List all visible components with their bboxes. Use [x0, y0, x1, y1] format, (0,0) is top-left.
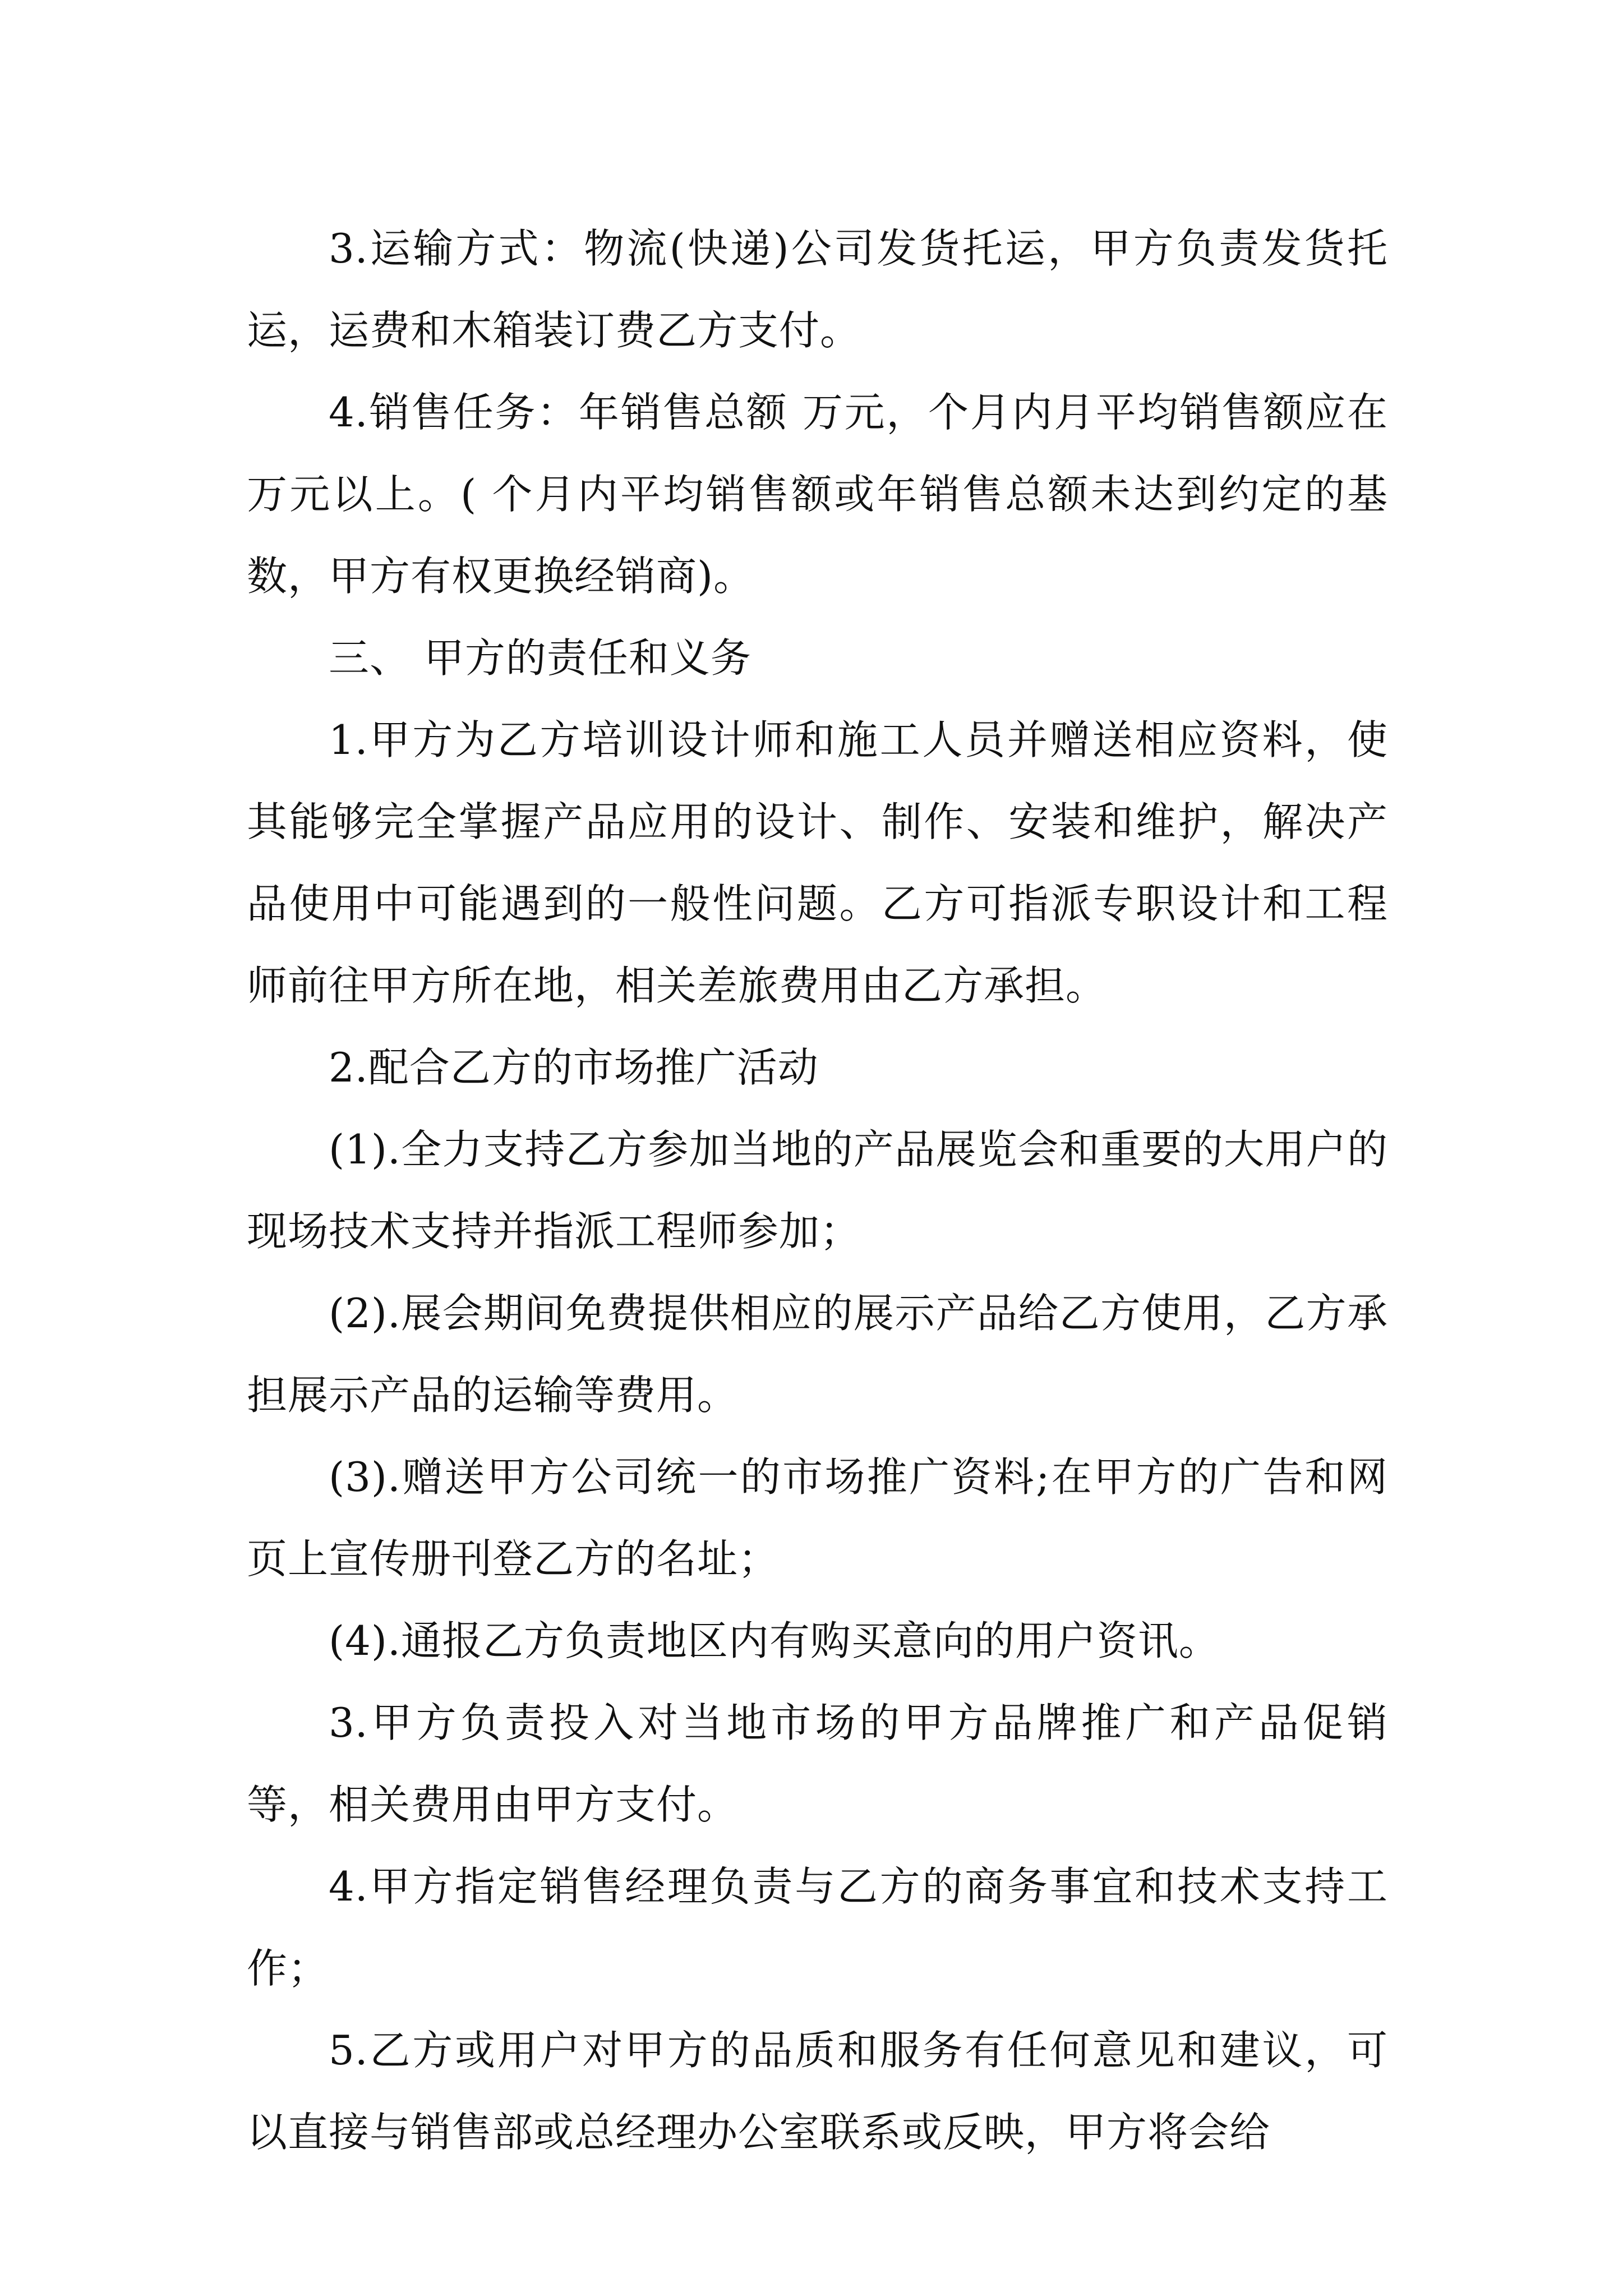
paragraph-transport-method: 3.运输方式：物流(快递)公司发货托运，甲方负责发货托运，运费和木箱装订费乙方支付。 — [247, 225, 1388, 354]
paragraph-brand-promotion: 3.甲方负责投入对当地市场的甲方品牌推广和产品促销等，相关费用由甲方支付。 — [247, 1699, 1388, 1828]
paragraph-training: 1.甲方为乙方培训设计师和施工人员并赠送相应资料，使其能够完全掌握产品应用的设计、制作、安装和维护，解决产品使用中可能遇到的一般性问题。乙方可指派专职设计和工程师前往甲方所在地，相关差旅费用由乙方承担。 — [247, 716, 1388, 1009]
document-body — [247, 208, 1388, 2173]
paragraph-customer-info: (4).通报乙方负责地区内有购买意向的用户资讯。 — [329, 1617, 1220, 1664]
paragraph-feedback: 5.乙方或用户对甲方的品质和服务有任何意见和建议，可以直接与销售部或总经理办公室联系或反映，甲方将会给 — [247, 2027, 1388, 2156]
section-heading-party-a-duties: 三、 甲方的责任和义务 — [329, 634, 751, 682]
paragraph-exhibition-products: (2).展会期间免费提供相应的展示产品给乙方使用，乙方承担展示产品的运输等费用。 — [247, 1290, 1388, 1419]
paragraph-sales-task: 4.销售任务：年销售总额 万元，个月内月平均销售额应在 万元以上。( 个月内平均销售额或年销售总额未达到约定的基数，甲方有权更换经销商)。 — [247, 389, 1388, 600]
paragraph-promotion-materials: (3).赠送甲方公司统一的市场推广资料;在甲方的广告和网页上宣传册刊登乙方的名址； — [247, 1453, 1388, 1582]
paragraph-exhibition-support: (1).全力支持乙方参加当地的产品展览会和重要的大用户的现场技术支持并指派工程师参加； — [247, 1126, 1388, 1255]
paragraph-sales-manager: 4.甲方指定销售经理负责与乙方的商务事宜和技术支持工作； — [247, 1863, 1388, 1992]
paragraph-marketing-support: 2.配合乙方的市场推广活动 — [329, 1044, 819, 1091]
